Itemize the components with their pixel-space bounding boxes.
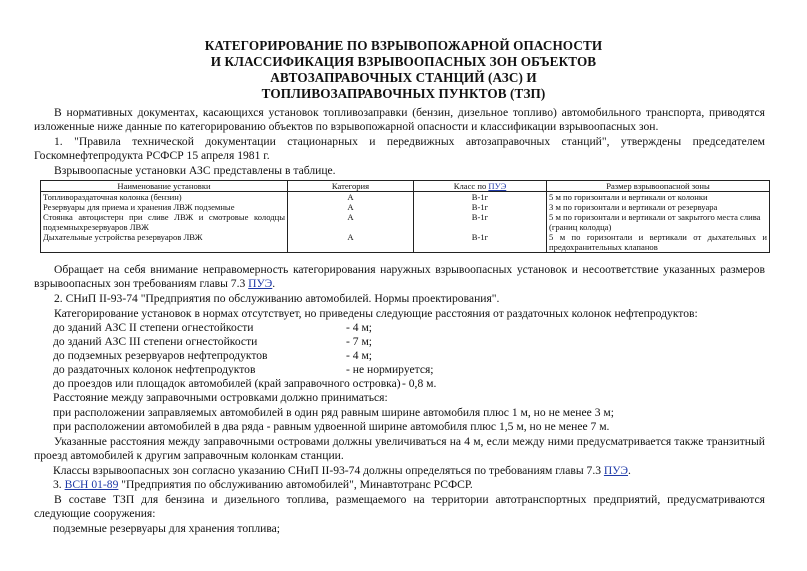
installations-table [40, 180, 770, 253]
cell-zone-size: 3 м по горизонтали и вертикали от резервуара [547, 202, 770, 212]
vsn-link[interactable]: ВСН 01-89 [64, 478, 119, 491]
cell-zone-size: 5 м по горизонтали и вертикали от дыхательных и предохранительных клапанов [547, 232, 770, 253]
distance-value: - 7 м; [346, 335, 373, 348]
note-paragraph: Обращает на себя внимание неправомерность категорирования наружных взрывоопасных установок и несоответствие указанных размеров взрывоопасных зон требованиям главы 7.3 ПУЭ. [34, 263, 765, 291]
distance-label: до проездов или площадок автомобилей (край заправочного островка) [53, 377, 401, 390]
islands-note: Указанные расстояния между заправочными островами должны увеличиваться на 4 м, если между ними предусматривается также транзитный проезд автомобилей к другим заправочным колонкам станции. [34, 435, 765, 463]
distance-label: до зданий АЗС III степени огнестойкости [53, 335, 258, 348]
distance-value: - 4 м; [346, 321, 373, 334]
cell-class: В-1г [414, 212, 547, 232]
item-3-paragraph [53, 478, 473, 492]
cell-category: А [288, 192, 414, 203]
tzp-intro: В составе ТЗП для бензина и дизельного топлива, размещаемого на территории автотранспортных предприятий, предусматриваются следующие сооружения: [34, 493, 765, 521]
table-row [41, 212, 770, 232]
cell-class: В-1г [414, 202, 547, 212]
cell-zone-size: 5 м по горизонтали и вертикали от закрытого места слива (границ колодца) [547, 212, 770, 232]
cell-name: Топливораздаточная колонка (бензин) [41, 192, 288, 203]
distance-label: до подземных резервуаров нефтепродуктов [53, 349, 268, 362]
cell-name: Дыхательные устройства резервуаров ЛВЖ [41, 232, 288, 253]
note-text: Обращает на себя внимание неправомерность категорирования наружных взрывоопасных установок и несоответствие указанных размеров взрывоопасных зон требованиям главы 7.3 [34, 263, 765, 291]
item-3-text: "Предприятия по обслуживанию автомобилей", Минавтотранс РСФСР. [118, 478, 473, 491]
title-line-2: И КЛАССИФИКАЦИЯ ВЗРЫВООПАСНЫХ ЗОН ОБЪЕКТОВ [210, 54, 597, 69]
distance-value: - 0,8 м. [402, 377, 437, 390]
item-2-paragraph: 2. СНиП II-93-74 "Предприятия по обслуживанию автомобилей. Нормы проектирования". [54, 292, 500, 305]
header-class-label: Класс по [453, 181, 489, 191]
item-3-number: 3. [53, 478, 65, 491]
classes-note: Классы взрывоопасных зон согласно указанию СНиП II-93-74 должны определяться по требованиям главы 7.3 ПУЭ. [53, 464, 631, 477]
title-line-1: КАТЕГОРИРОВАНИЕ ПО ВЗРЫВОПОЖАРНОЙ ОПАСНОСТИ [204, 38, 603, 53]
cell-category: А [288, 212, 414, 232]
title-line-4: ТОПЛИВОЗАПРАВОЧНЫХ ПУНКТОВ (ТЗП) [261, 86, 546, 101]
table-row [41, 202, 770, 212]
header-zone-size: Размер взрывоопасной зоны [547, 181, 770, 192]
cell-category: А [288, 202, 414, 212]
table-intro: Взрывоопасные установки АЗС представлены в таблице. [54, 164, 336, 177]
cell-category: А [288, 232, 414, 253]
distance-value: - не нормируется; [346, 363, 434, 376]
intro-paragraph: В нормативных документах, касающихся установок топливозаправки (бензин, дизельное топливо) автомобильного транспорта, приводятся изложенные ниже данные по категорированию объектов по взрывопожарной опасности и классификации взрывоопасных зон. [34, 106, 765, 134]
pue-link[interactable]: ПУЭ [603, 464, 629, 477]
document-title [0, 38, 807, 102]
table-row [41, 232, 770, 253]
distance-label: до зданий АЗС II степени огнестойкости [53, 321, 254, 334]
header-name: Наименование установки [41, 181, 288, 192]
table-header-row [41, 181, 770, 192]
cell-name: Резервуары для приема и хранения ЛВЖ подземные [41, 202, 288, 212]
header-category: Категория [288, 181, 414, 192]
pue-link[interactable]: ПУЭ [488, 181, 507, 191]
pue-link[interactable]: ПУЭ [248, 277, 273, 291]
distances-intro: Категорирование установок в нормах отсутствует, но приведены следующие расстояния от раздаточных колонок нефтепродуктов: [54, 307, 698, 320]
cell-name: Стоянка автоцистерн при сливе ЛВЖ и смотровые колодцы подземныхрезервуаров ЛВЖ [41, 212, 288, 232]
cell-class: В-1г [414, 192, 547, 203]
islands-intro: Расстояние между заправочными островками должно приниматься: [53, 391, 388, 404]
table-row [41, 192, 770, 203]
distance-value: - 4 м; [346, 349, 373, 362]
classes-note-text: Классы взрывоопасных зон согласно указанию СНиП II-93-74 должны определяться по требованиям главы 7.3 [53, 464, 604, 477]
distance-label: до раздаточных колонок нефтепродуктов [53, 363, 256, 376]
title-line-3: АВТОЗАПРАВОЧНЫХ СТАНЦИЙ (АЗС) И [270, 70, 537, 85]
item-1-paragraph: 1. "Правила технической документации стационарных и передвижных автозаправочных станций", утверждены председателем Госкомнефтепродукта РСФСР 15 апреля 1981 г. [34, 135, 765, 163]
cell-class: В-1г [414, 232, 547, 253]
islands-rule-1: при расположении заправляемых автомобилей в один ряд равным ширине автомобиля плюс 1 м, но не менее 3 м; [53, 406, 614, 419]
cell-zone-size: 5 м по горизонтали и вертикали от колонки [547, 192, 770, 203]
header-class [414, 181, 547, 192]
tzp-list-item: подземные резервуары для хранения топлива; [53, 522, 281, 535]
islands-rule-2: при расположении автомобилей в два ряда - равным удвоенной ширине автомобиля плюс 1,5 м, но не менее 7 м. [53, 420, 610, 433]
